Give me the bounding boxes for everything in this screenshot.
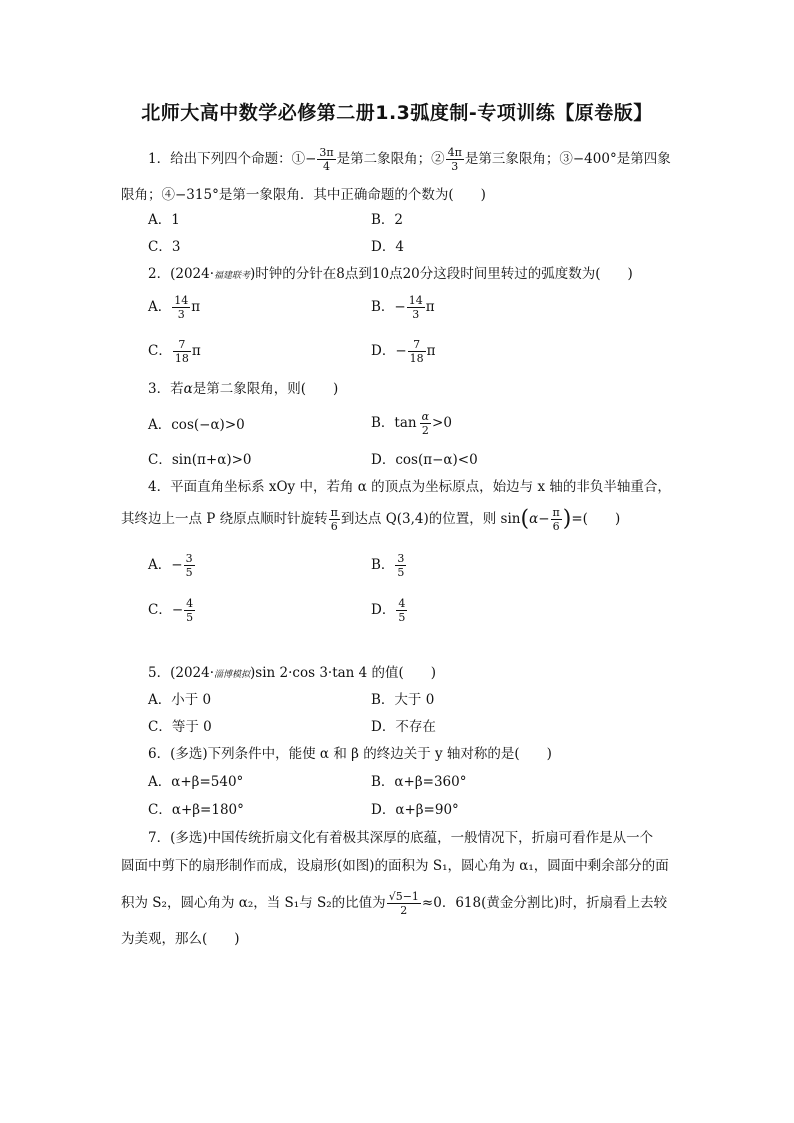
q1-fraction-1: $\frac{3\pi}{4}$	[319, 146, 334, 173]
q7-line2: 圆面中剪下的扇形制作而成，设扇形(如图)的面积为 S₁，圆心角为 α₁，圆面中剩余部分的面	[121, 858, 669, 874]
q6-option-a: A．α+β=540°	[148, 774, 244, 790]
q6-stem: 6．(多选)下列条件中，能使 α 和 β 的终边关于 y 轴对称的是( )	[148, 746, 552, 762]
q2-option-a: A． $\frac{14}{3}$ π	[148, 294, 201, 321]
q4-option-a: A．− $\frac{3}{5}$	[148, 552, 193, 579]
q3-option-a: A．cos(−α)>0	[148, 417, 245, 433]
q2-option-d: D．− $\frac{7}{18}$ π	[371, 338, 436, 365]
q1-option-c: C．3	[148, 239, 181, 255]
q1-line2: 限角；④−315°是第一象限角．其中正确命题的个数为( )	[121, 187, 486, 203]
q4-option-b: B． $\frac{3}{5}$	[371, 552, 405, 579]
q1-option-d: D．4	[371, 239, 404, 255]
q7-line3: 积为 S₂，圆心角为 α₂，当 S₁与 S₂的比值为 $\frac{√5-1}{2}$ ≈0．618(黄金分割比)时，折扇看上去较	[121, 890, 668, 917]
q5-source-tag: 淄博模拟	[214, 670, 251, 680]
q5-option-a: A．小于 0	[148, 692, 212, 708]
q6-option-b: B．α+β=360°	[371, 774, 467, 790]
q6-option-d: D．α+β=90°	[371, 802, 459, 818]
page-title: 北师大高中数学必修第二册1.3弧度制-专项训练【原卷版】	[141, 102, 653, 124]
q1-option-b: B．2	[371, 212, 404, 228]
q2-stem: 2．(2024·福建联考)时钟的分针在8点到10点20分这段时间里转过的弧度数为( )	[148, 266, 633, 282]
q3-stem: 3．若α是第二象限角，则( )	[148, 381, 339, 397]
q6-option-c: C．α+β=180°	[148, 802, 244, 818]
q7-golden-ratio-fraction: $\frac{√5-1}{2}$	[388, 890, 419, 917]
q5-option-c: C．等于 0	[148, 719, 212, 735]
q4-line2: 其终边上一点 P 绕原点顺时针旋转 $\frac{\pi}{6}$ 到达点 Q(3,4)的位置，则 sin(α− $\frac{\pi}{6}$ )=( )	[121, 506, 621, 533]
q4-line1: 4．平面直角坐标系 xOy 中，若角 α 的顶点为坐标原点，始边与 x 轴的非负半轴重合，	[148, 479, 671, 495]
q3-option-c: C．sin(π+α)>0	[148, 452, 252, 468]
q7-line1: 7．(多选)中国传统折扇文化有着极其深厚的底蕴，一般情况下，折扇可看作是从一个	[148, 830, 654, 846]
q1-text-c: 是第三象限角；③−400°是第四象	[464, 151, 671, 167]
q4-rotation-fraction: $\frac{\pi}{6}$	[330, 506, 338, 533]
q2-option-b: B．− $\frac{14}{3}$ π	[371, 294, 435, 321]
q1-fraction-2: $\frac{4\pi}{3}$	[447, 146, 462, 173]
q5-option-d: D．不存在	[371, 719, 436, 735]
q5-stem: 5．(2024·淄博模拟)sin 2·cos 3·tan 4 的值( )	[148, 665, 437, 681]
q5-option-b: B．大于 0	[371, 692, 435, 708]
q7-line4: 为美观，那么( )	[121, 931, 240, 947]
q1-text-b: 是第二象限角；②	[336, 151, 445, 167]
q3-option-b: B．tan $\frac{\alpha}{2}$ >0	[371, 410, 452, 437]
q4-option-c: C．− $\frac{4}{5}$	[148, 597, 194, 624]
q3-option-d: D．cos(π−α)<0	[371, 452, 478, 468]
q2-option-c: C． $\frac{7}{18}$ π	[148, 338, 201, 365]
q1-line1	[148, 146, 671, 173]
q4-option-d: D． $\frac{4}{5}$	[371, 597, 406, 624]
q1-text-a: 1．给出下列四个命题：①−	[148, 151, 317, 167]
q1-option-a: A．1	[148, 212, 180, 228]
q2-source-tag: 福建联考	[214, 271, 251, 281]
